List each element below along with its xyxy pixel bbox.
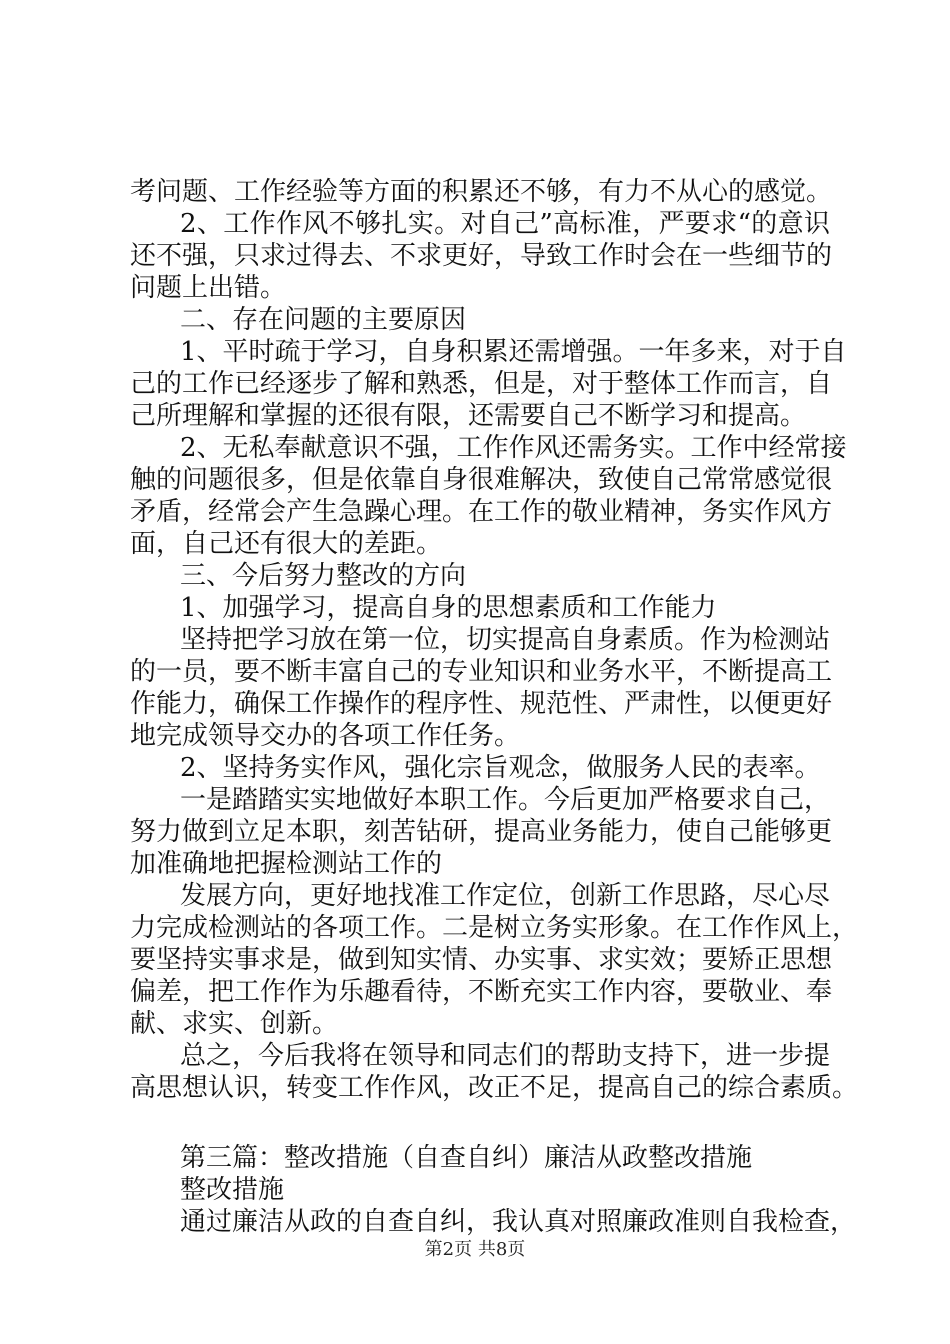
text-line: 一是踏踏实实地做好本职工作。今后更加严格要求自己， (180, 785, 831, 815)
text-line: 己的工作已经逐步了解和熟悉，但是，对于整体工作而言，自 (130, 369, 833, 399)
page-footer: 第2页 共8页 (424, 1239, 526, 1260)
text-line: 二、存在问题的主要原因 (180, 305, 467, 335)
text-line: 考问题、工作经验等方面的积累还不够，有力不从心的感觉。 (130, 177, 833, 207)
section-heading: 第三篇：整改措施（自查自纠）廉洁从政整改措施 (180, 1143, 753, 1173)
text-line: 2、无私奉献意识不强，工作作风还需务实。工作中经常接 (180, 433, 847, 463)
text-line: 还不强，只求过得去、不求更好，导致工作时会在一些细节的 (130, 241, 833, 271)
text-line: 要坚持实事求是，做到知实情、办实事、求实效；要矫正思想 (130, 945, 833, 975)
text-line: 触的问题很多，但是依靠自身很难解决，致使自己常常感觉很 (130, 465, 833, 495)
text-line: 作能力，确保工作操作的程序性、规范性、严肃性，以便更好 (130, 689, 833, 719)
text-line: 通过廉洁从政的自查自纠，我认真对照廉政准则自我检查， (180, 1207, 857, 1237)
text-line: 献、求实、创新。 (130, 1009, 339, 1039)
text-line: 力完成检测站的各项工作。二是树立务实形象。在工作作风上， (130, 913, 859, 943)
text-line: 三、今后努力整改的方向 (180, 561, 467, 591)
text-line: 总之，今后我将在领导和同志们的帮助支持下，进一步提 (180, 1041, 831, 1071)
text-line: 发展方向，更好地找准工作定位，创新工作思路，尽心尽 (180, 881, 831, 911)
text-line: 偏差，把工作作为乐趣看待，不断充实工作内容，要敬业、奉 (130, 977, 833, 1007)
text-line: 地完成领导交办的各项工作任务。 (130, 721, 521, 751)
text-line: 问题上出错。 (130, 273, 287, 303)
text-line: 己所理解和掌握的还很有限，还需要自己不断学习和提高。 (130, 401, 807, 431)
text-line: 高思想认识，转变工作作风，改正不足，提高自己的综合素质。 (130, 1073, 859, 1103)
text-line: 面，自己还有很大的差距。 (130, 529, 443, 559)
text-line: 努力做到立足本职，刻苦钻研，提高业务能力，使自己能够更 (130, 817, 833, 847)
text-line: 的一员，要不断丰富自己的专业知识和业务水平，不断提高工 (130, 657, 833, 687)
text-line: 2、工作作风不够扎实。对自己”高标准，严要求“的意识 (180, 209, 830, 239)
text-line: 矛盾，经常会产生急躁心理。在工作的敬业精神，务实作风方 (130, 497, 833, 527)
text-line: 整改措施 (180, 1175, 285, 1205)
text-line: 坚持把学习放在第一位，切实提高自身素质。作为检测站 (180, 625, 831, 655)
text-line: 1、平时疏于学习，自身积累还需增强。一年多来，对于自 (180, 337, 847, 367)
text-line: 加准确地把握检测站工作的 (130, 849, 443, 879)
text-line: 2、坚持务实作风，强化宗旨观念，做服务人民的表率。 (180, 753, 821, 783)
text-line: 1、加强学习，提高自身的思想素质和工作能力 (180, 593, 717, 623)
